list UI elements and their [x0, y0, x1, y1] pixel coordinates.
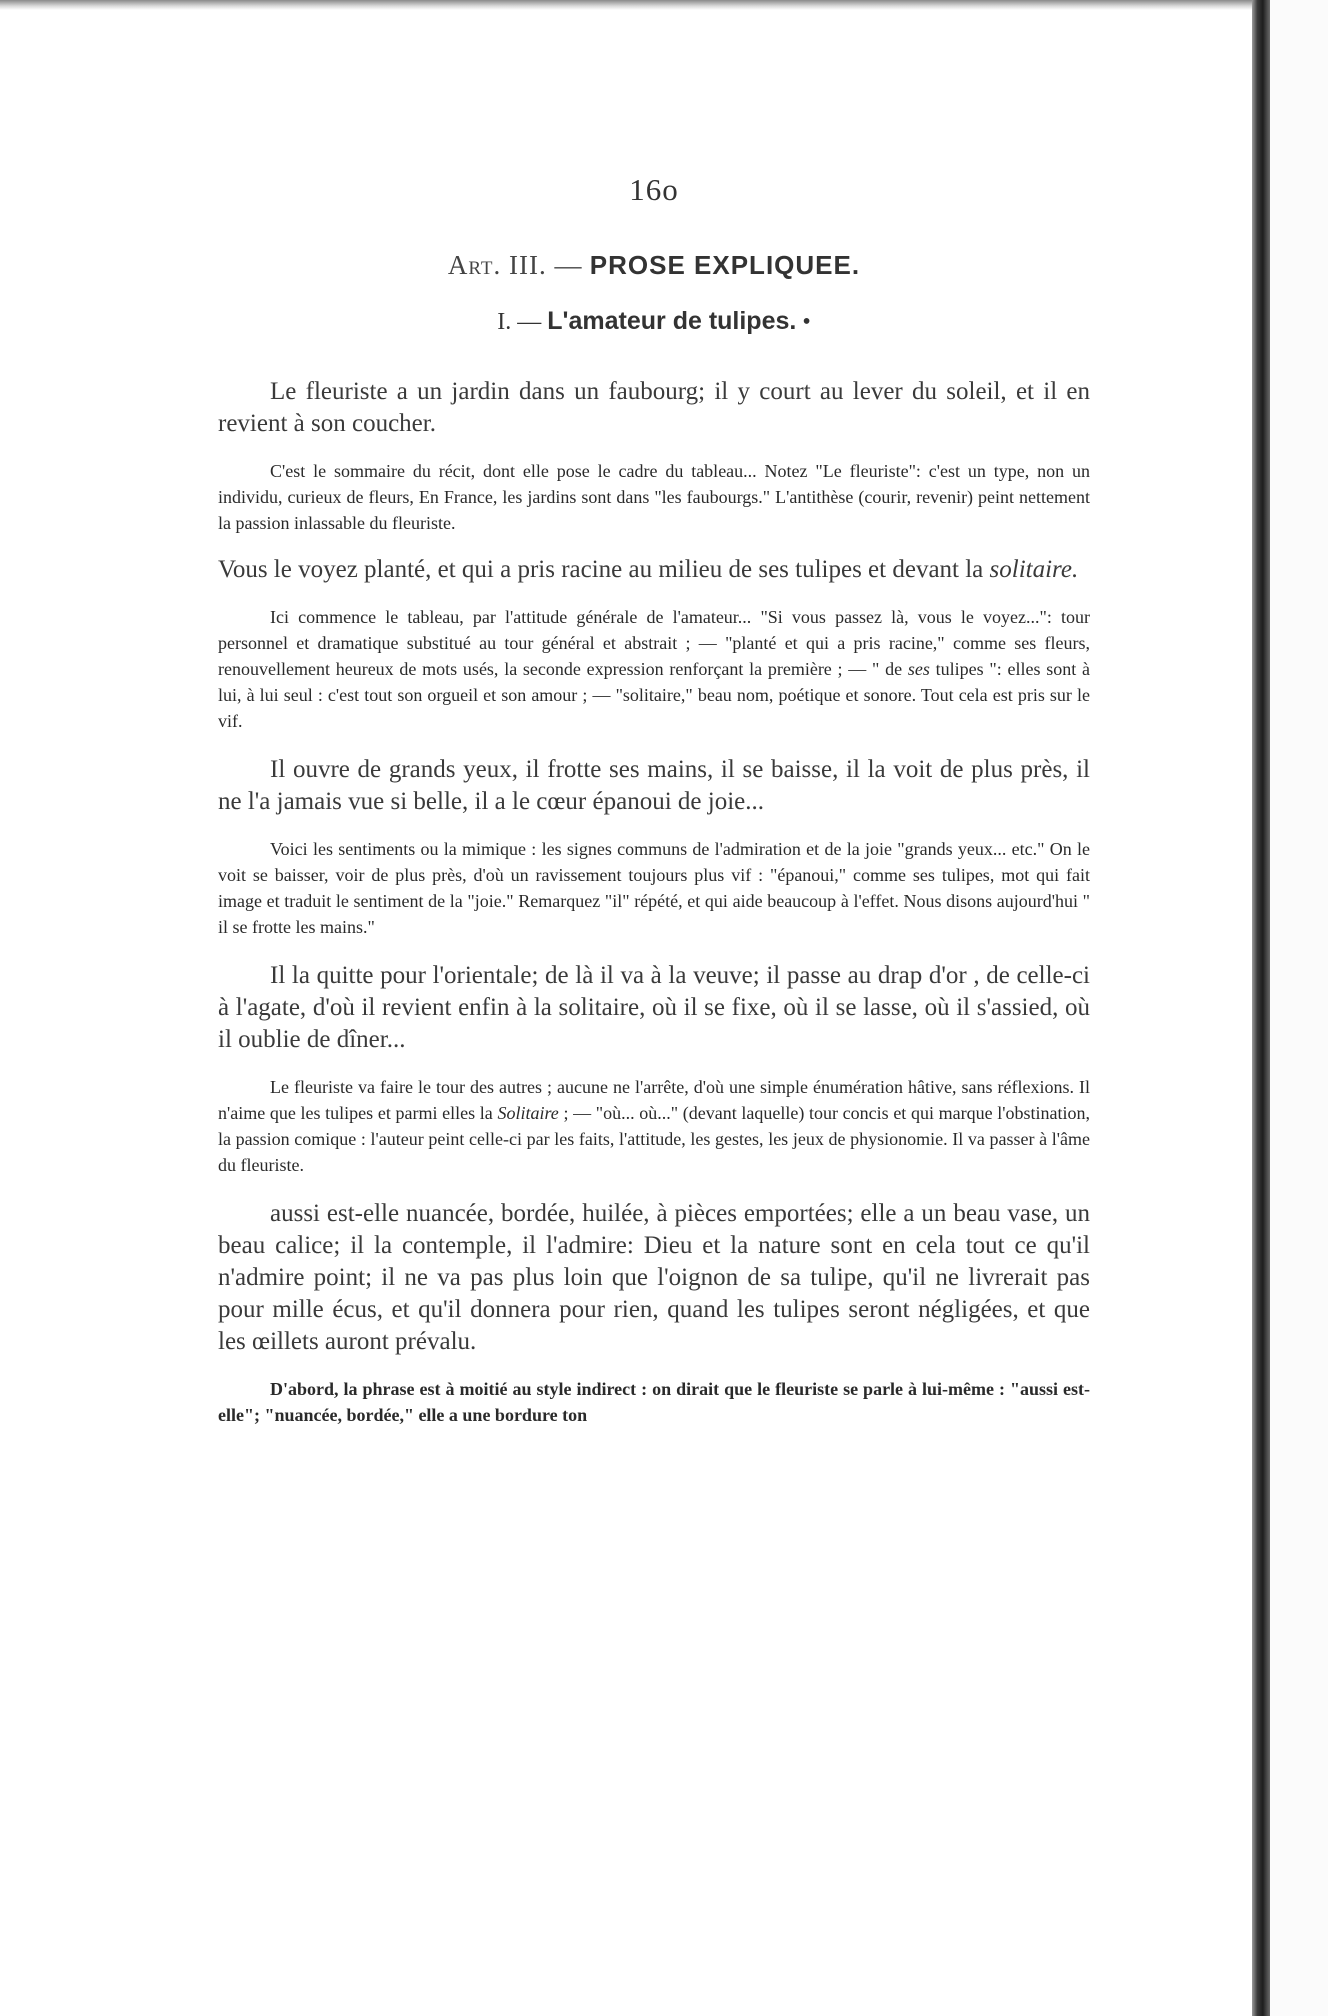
commentary-4-text-a: Le fleuriste va faire le tour des autres ; aucune ne l'arrête, d'où une simple énumération hâtive, sans réflexions. Il n'aime que les tulipes et parmi elles la: [218, 1077, 1090, 1123]
commentary-2-emphasis: ses: [907, 659, 930, 679]
commentary-4: [218, 1074, 1090, 1178]
prose-passage-3: Il ouvre de grands yeux, il frotte ses mains, il se baisse, il la voit de plus près, il ne l'a jamais vue si belle, il a le cœur épanoui de joie...: [218, 756, 1090, 815]
page-number: 16o: [629, 172, 679, 207]
commentary-4-text-b: ; — "où... où..." (devant laquelle) tour concis et qui marque l'obstination, la passion comique : l'auteur peint celle-ci par les faits, l'attitude, les gestes, les jeux de physionomie. Il va passer à l'âme du fleuriste.: [218, 1103, 1091, 1175]
prose-passage-5: aussi est-elle nuancée, bordée, huilée, à pièces emportées; elle a un beau vase, un beau calice; il la contemple, il l'admire: Dieu et la nature sont en cela tout ce qu'il n'admire point; il ne va pas plus loin que l'oignon de sa tulipe, qu'il ne livrerait pas pour mille écus, et qu'il donnera pour rien, quand les tulipes seront négligées, et que les œillets auront prévalu.: [218, 1200, 1090, 1355]
prose-passage-2: [218, 554, 1090, 586]
commentary-5: D'abord, la phrase est à moitié au style indirect : on dirait que le fleuriste se parle à lui-même : "aussi est-elle"; "nuancée, bordée," elle a une bordure ton: [218, 1379, 1090, 1425]
commentary-4-emphasis: Solitaire: [497, 1103, 559, 1123]
sub-heading-title: L'amateur de tulipes.: [547, 307, 797, 335]
commentary-1: C'est le sommaire du récit, dont elle pose le cadre du tableau... Notez "Le fleuriste": c'est un type, non un individu, curieux de fleurs, En France, les jardins sont dans "les faubourgs." L'antithèse (courir, revenir) peint nettement la passion inlassable du fleuriste.: [218, 461, 1090, 533]
prose-passage-2-text: Vous le voyez planté, et qui a pris racine au milieu de ses tulipes et devant la: [218, 556, 990, 583]
commentary-2-text-a: Ici commence le tableau, par l'attitude générale de l'amateur... "Si vous passez là, vous le voyez...": tour personnel et dramatique substitué au tour général et abstrait ; — "planté et qui a pris racine," comme ses fleurs, renouvellement heureux de mots usés, la seconde expression renforçant la première ; — " de: [218, 607, 1090, 679]
commentary-3: Voici les sentiments ou la mimique : les signes communs de l'admiration et de la joie "grands yeux... etc." On le voit se baisser, voir de plus près, d'où un ravissement toujours plus vif : "épanoui," comme ses tulipes, mot qui fait image et traduit le sentiment de la "joie." Remarquez "il" répété, et qui aide beaucoup à l'effet. Nous disons aujourd'hui " il se frotte les mains.": [218, 839, 1090, 937]
prose-passage-2-emphasis: solitaire.: [989, 556, 1079, 583]
sub-heading-mark: •: [802, 309, 811, 335]
section-heading: [218, 250, 1090, 281]
sub-heading: [218, 307, 1090, 336]
prose-passage-4: Il la quitte pour l'orientale; de là il va à la veuve; il passe au drap d'or , de celle-ci à l'agate, d'où il revient enfin à la solitaire, où il se fixe, où il se lasse, où il s'assied, où il oublie de dîner...: [218, 962, 1090, 1053]
commentary-2-text-b: tulipes ": elles sont à lui, à lui seul : c'est tout son orgueil et son amour ; — "solitaire," beau nom, poétique et sonore. Tout cela est pris sur le vif.: [218, 659, 1090, 731]
page-binding-edge: [1252, 0, 1270, 2016]
scan-top-shadow: [0, 0, 1328, 10]
book-page: [218, 160, 1090, 1428]
scan-margin: [1270, 0, 1328, 2016]
section-heading-prefix: Art. III. —: [447, 250, 583, 280]
section-heading-title: PROSE EXPLIQUEE.: [589, 250, 861, 280]
prose-passage-1: Le fleuriste a un jardin dans un faubourg; il y court au lever du soleil, et il en revient à son coucher.: [218, 378, 1090, 437]
commentary-2: [218, 604, 1090, 734]
sub-heading-number: I. —: [497, 309, 542, 335]
